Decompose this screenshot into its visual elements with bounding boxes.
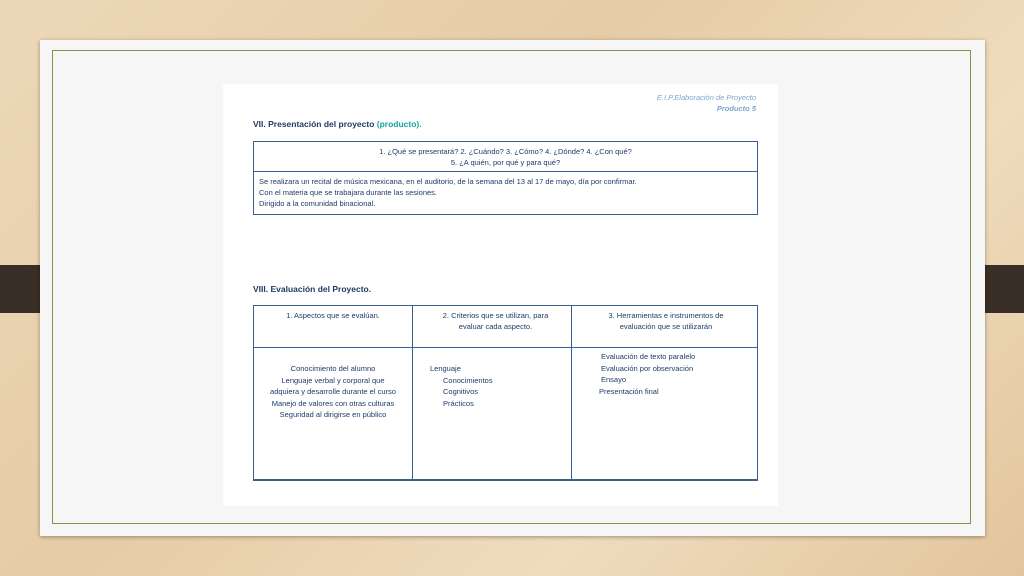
- header-meta: [657, 92, 756, 114]
- list-item: Presentación final: [599, 386, 659, 396]
- aspects-list: [254, 348, 412, 421]
- list-item: Evaluación por observación: [601, 363, 694, 373]
- header-project-name: E.I.P.Elaboración de Proyecto: [656, 93, 756, 102]
- criteria-list: [412, 348, 571, 409]
- questions-header: [254, 142, 757, 172]
- list-item: Lenguaje verbal y corporal que: [281, 375, 385, 385]
- list-item: Prácticos: [443, 398, 474, 408]
- answer-line: Dirigido a la comunidad binacional.: [259, 199, 376, 208]
- answer-body: [254, 172, 757, 213]
- list-item: Cognitivos: [443, 387, 479, 396]
- list-item: Manejo de valores con otras culturas: [271, 398, 395, 408]
- criteria-header: 2. Criterios que se utilizan, para evaluar cada aspecto.: [412, 306, 571, 348]
- criteria-column: [412, 306, 572, 479]
- tools-column: [571, 306, 757, 479]
- list-item: Seguridad al dirigirse en público: [279, 410, 387, 419]
- evaluation-table: [253, 305, 758, 481]
- section-7-highlight: (producto).: [376, 119, 422, 129]
- list-item: Lenguaje: [430, 364, 461, 373]
- document-page: [223, 84, 778, 506]
- list-item: Conocimiento del alumno: [290, 364, 376, 373]
- section-8-title: VIII. Evaluación del Proyecto.: [253, 284, 372, 294]
- list-item: Ensayo: [601, 375, 627, 384]
- answer-line: Se realizara un recital de música mexicana, en el auditorio, de la semana del 13 al 17 de mayo, día por confirmar.: [259, 177, 637, 186]
- questions-line-1: 1. ¿Qué se presentará? 2. ¿Cuándo? 3. ¿Cómo? 4. ¿Dónde? 4. ¿Con qué?: [379, 147, 632, 156]
- tools-list: [571, 348, 757, 397]
- list-item: Conocimientos: [443, 375, 493, 385]
- list-item: Evaluación de texto paralelo: [601, 352, 696, 361]
- answer-line: Con el materia que se trabajara durante las sesiones.: [259, 188, 438, 197]
- questions-line-2: 5. ¿A quién, por qué y para qué?: [450, 158, 561, 167]
- list-item: adquiera y desarrolle durante el curso: [270, 387, 396, 396]
- aspects-column: [254, 306, 413, 479]
- aspects-header: 1. Aspectos que se evalúan.: [254, 306, 412, 348]
- questions-box: [253, 141, 758, 215]
- header-product-number: Producto 5: [716, 104, 756, 113]
- section-7-title: VII. Presentación del proyecto (producto).: [253, 119, 422, 129]
- tools-header: 3. Herramientas e instrumentos de evaluación que se utilizarán: [571, 306, 757, 348]
